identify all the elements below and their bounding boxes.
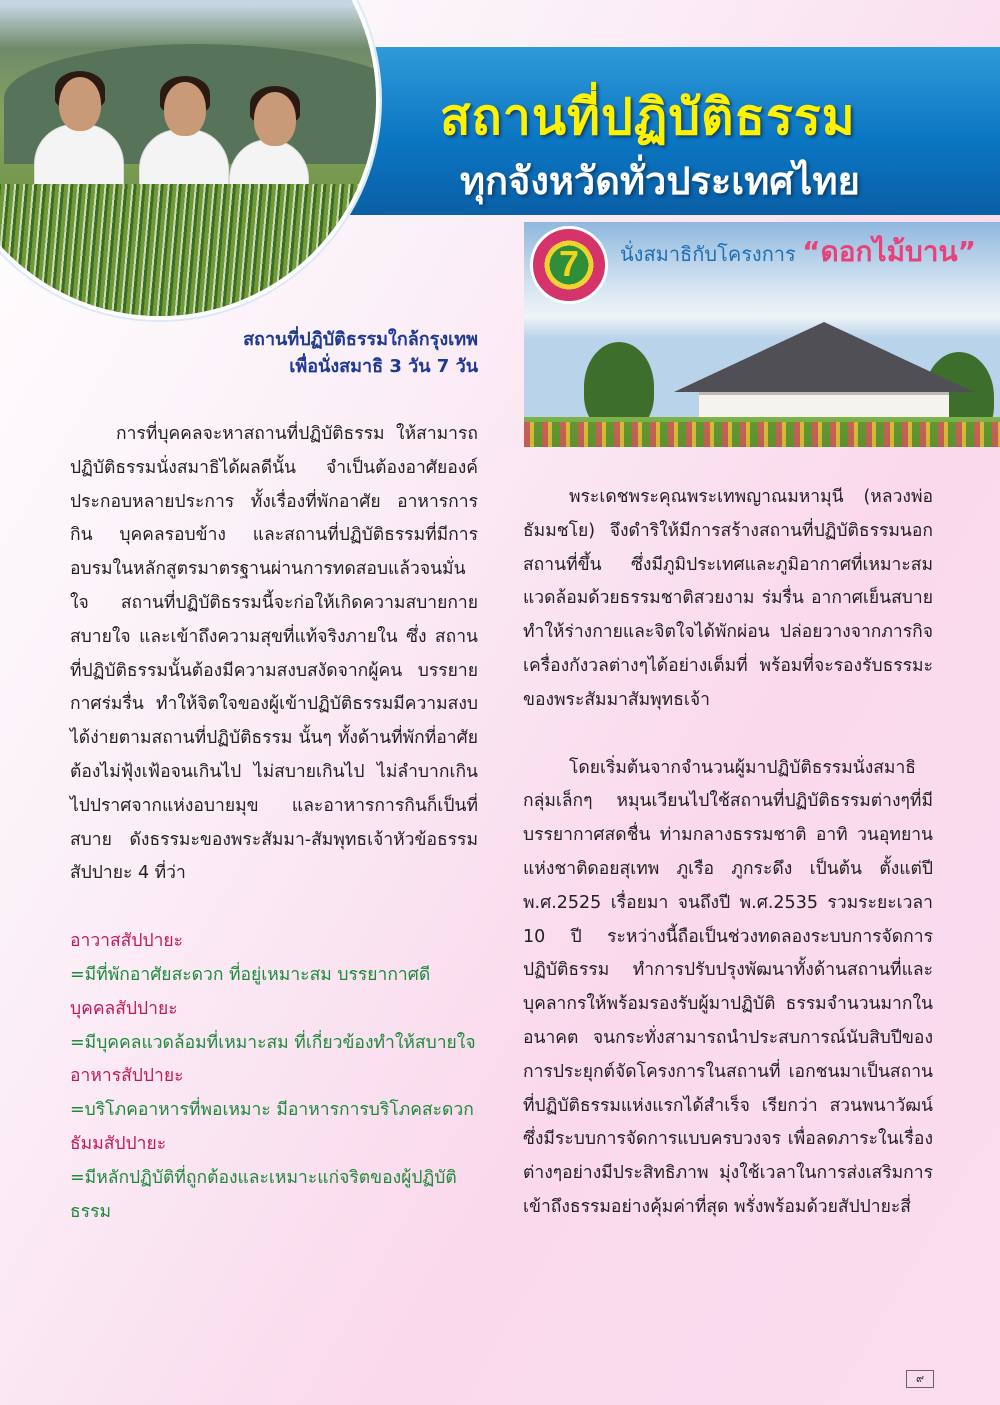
sappaya-desc: =มีบุคคลแวดล้อมที่เหมาะสม ที่เกี่ยวข้องทำให้สบายใจ — [70, 1032, 476, 1053]
flower-bed — [524, 422, 1000, 447]
body-paragraph: พระเดชพระคุณพระเทพญาณมหามุนี (หลวงพ่อธัมมชโย) จึงดำริให้มีการสร้างสถานที่ปฏิบัติธรรมนอกสถานที่ขึ้น ซึ่งมีภูมิประเทศและภูมิอากาศที่เหมาะสม แวดล้อมด้วยธรรมชาติสวยงาม ร่มรื่น อากาศเย็นสบาย ทำให้ร่างกายและจิตใจได้พักผ่อน ปล่อยวางจากภารกิจเครื่องกังวลต่างๆได้อย่างเต็มที่ พร้อมที่จะรองรับธรรมะของพระสัมมาสัมพุทธเจ้า — [523, 487, 933, 710]
page-subtitle: ทุกจังหวัดทั่วประเทศไทย — [460, 159, 860, 203]
grass-field — [0, 184, 380, 320]
project-label — [620, 230, 976, 274]
sappaya-desc: =บริโภคอาหารที่พอเหมาะ มีอาหารการบริโภคสะดวก — [70, 1100, 474, 1121]
intro-paragraph: การที่บุคคลจะหาสถานที่ปฏิบัติธรรม ให้สามารถปฏิบัติธรรมนั่งสมาธิได้ผลดีนั้น จำเป็นต้องอาศัยองค์ประกอบหลายประการ ทั้งเรื่องที่พักอาศัย อาหารการกิน บุคคลรอบข้าง และสถานที่ปฏิบัติธรรมที่มีการอบรมในหลักสูตรมาตรฐานผ่านการทดสอบแล้วจนมั่น ใจ สถานที่ปฏิบัติธรรมนี้จะก่อให้เกิดความสบายกายสบายใจ และเข้าถึงความสุขที่แท้จริงภายใน ซึ่ง สถานที่ปฏิบัติธรรมนั้นต้องมีความสงบสงัดจากผู้คน บรรยายกาศร่มรื่น ทำให้จิตใจของผู้เข้าปฏิบัติธรรมมีความสงบได้ง่ายตามสถานที่ปฏิบัติธรรม นั้นๆ ทั้งด้านที่พักที่อาศัยต้องไม่ฟุ้งเฟ้อจนเกินไป ไม่สบายเกินไป ไม่ลำบากเกินไปปราศจากแห่งอบายมุข และอาหารการกินก็เป็นที่สบาย ดังธรรมะของพระสัมมา-สัมพุทธเจ้าหัวข้อธรรม สัปปายะ 4 ที่ว่า — [70, 424, 478, 884]
sappaya-desc: =มีหลักปฏิบัติที่ถูกต้องและเหมาะแก่จริตของผู้ปฏิบัติธรรม — [70, 1167, 457, 1222]
sappaya-title: ธัมมสัปปายะ — [70, 1133, 167, 1154]
subheading-line: เพื่อนั่งสมาธิ 3 วัน 7 วัน — [289, 356, 478, 377]
sappaya-title: อาวาสสัปปายะ — [70, 931, 184, 952]
left-column — [70, 418, 478, 1229]
sappaya-list — [70, 925, 478, 1229]
project-photo — [524, 222, 1000, 447]
sappaya-title: อาหารสัปปายะ — [70, 1066, 184, 1087]
section-subheading — [180, 326, 478, 380]
building-roof — [674, 322, 974, 392]
meditation-photo — [0, 0, 380, 320]
subheading-line: สถานที่ปฏิบัติธรรมใกล้กรุงเทพ — [243, 329, 478, 350]
project-logo — [530, 226, 608, 304]
logo-number: 7 — [558, 243, 580, 284]
sappaya-desc: =มีที่พักอาศัยสะดวก ที่อยู่เหมาะสม บรรยากาศดี — [70, 964, 431, 985]
right-column — [523, 481, 933, 1225]
project-name: “ดอกไม้บาน” — [802, 235, 977, 268]
sappaya-title: บุคคลสัปปายะ — [70, 998, 178, 1019]
body-paragraph: โดยเริ่มต้นจากจำนวนผู้มาปฏิบัติธรรมนั่งสมาธิกลุ่มเล็กๆ หมุนเวียนไปใช้สถานที่ปฏิบัติธรรมต่างๆที่มีบรรยากาศสดชื่น ท่ามกลางธรรมชาติ อาทิ วนอุทยานแห่งชาติดอยสุเทพ ภูเรือ ภูกระดึง เป็นต้น ตั้งแต่ปี พ.ศ.2525 เรื่อยมา จนถึงปี พ.ศ.2535 รวมระยะเวลา 10 ปี ระหว่างนี้ถือเป็นช่วงทดลองระบบการจัดการปฏิบัติธรรม ทำการปรับปรุงพัฒนาทั้งด้านสถานที่และบุคลากรให้พร้อมรองรับผู้มาปฏิบัติ ธรรมจำนวนมากในอนาคต จนกระทั่งสามารถนำประสบการณ์นับสิบปีของการประยุกต์จัดโครงการในสถานที่ เอกชนมาเป็นสถานที่ปฏิบัติธรรมแห่งแรกได้สำเร็จ เรียกว่า สวนพนาวัฒน์ ซึ่งมีระบบการจัดการแบบครบวงจร เพื่อลดภาระในเรื่องต่างๆอย่างมีประสิทธิภาพ มุ่งใช้เวลาในการส่งเสริมการเข้าถึงธรรมอย่างคุ้มค่าที่สุด พรั่งพร้อมด้วยสัปปายะสี่ — [523, 757, 933, 1217]
project-prefix: นั่งสมาธิกับโครงการ — [620, 242, 796, 266]
page-title: สถานที่ปฏิบัติธรรม — [440, 88, 856, 146]
page-number: ๙ — [906, 1370, 934, 1388]
